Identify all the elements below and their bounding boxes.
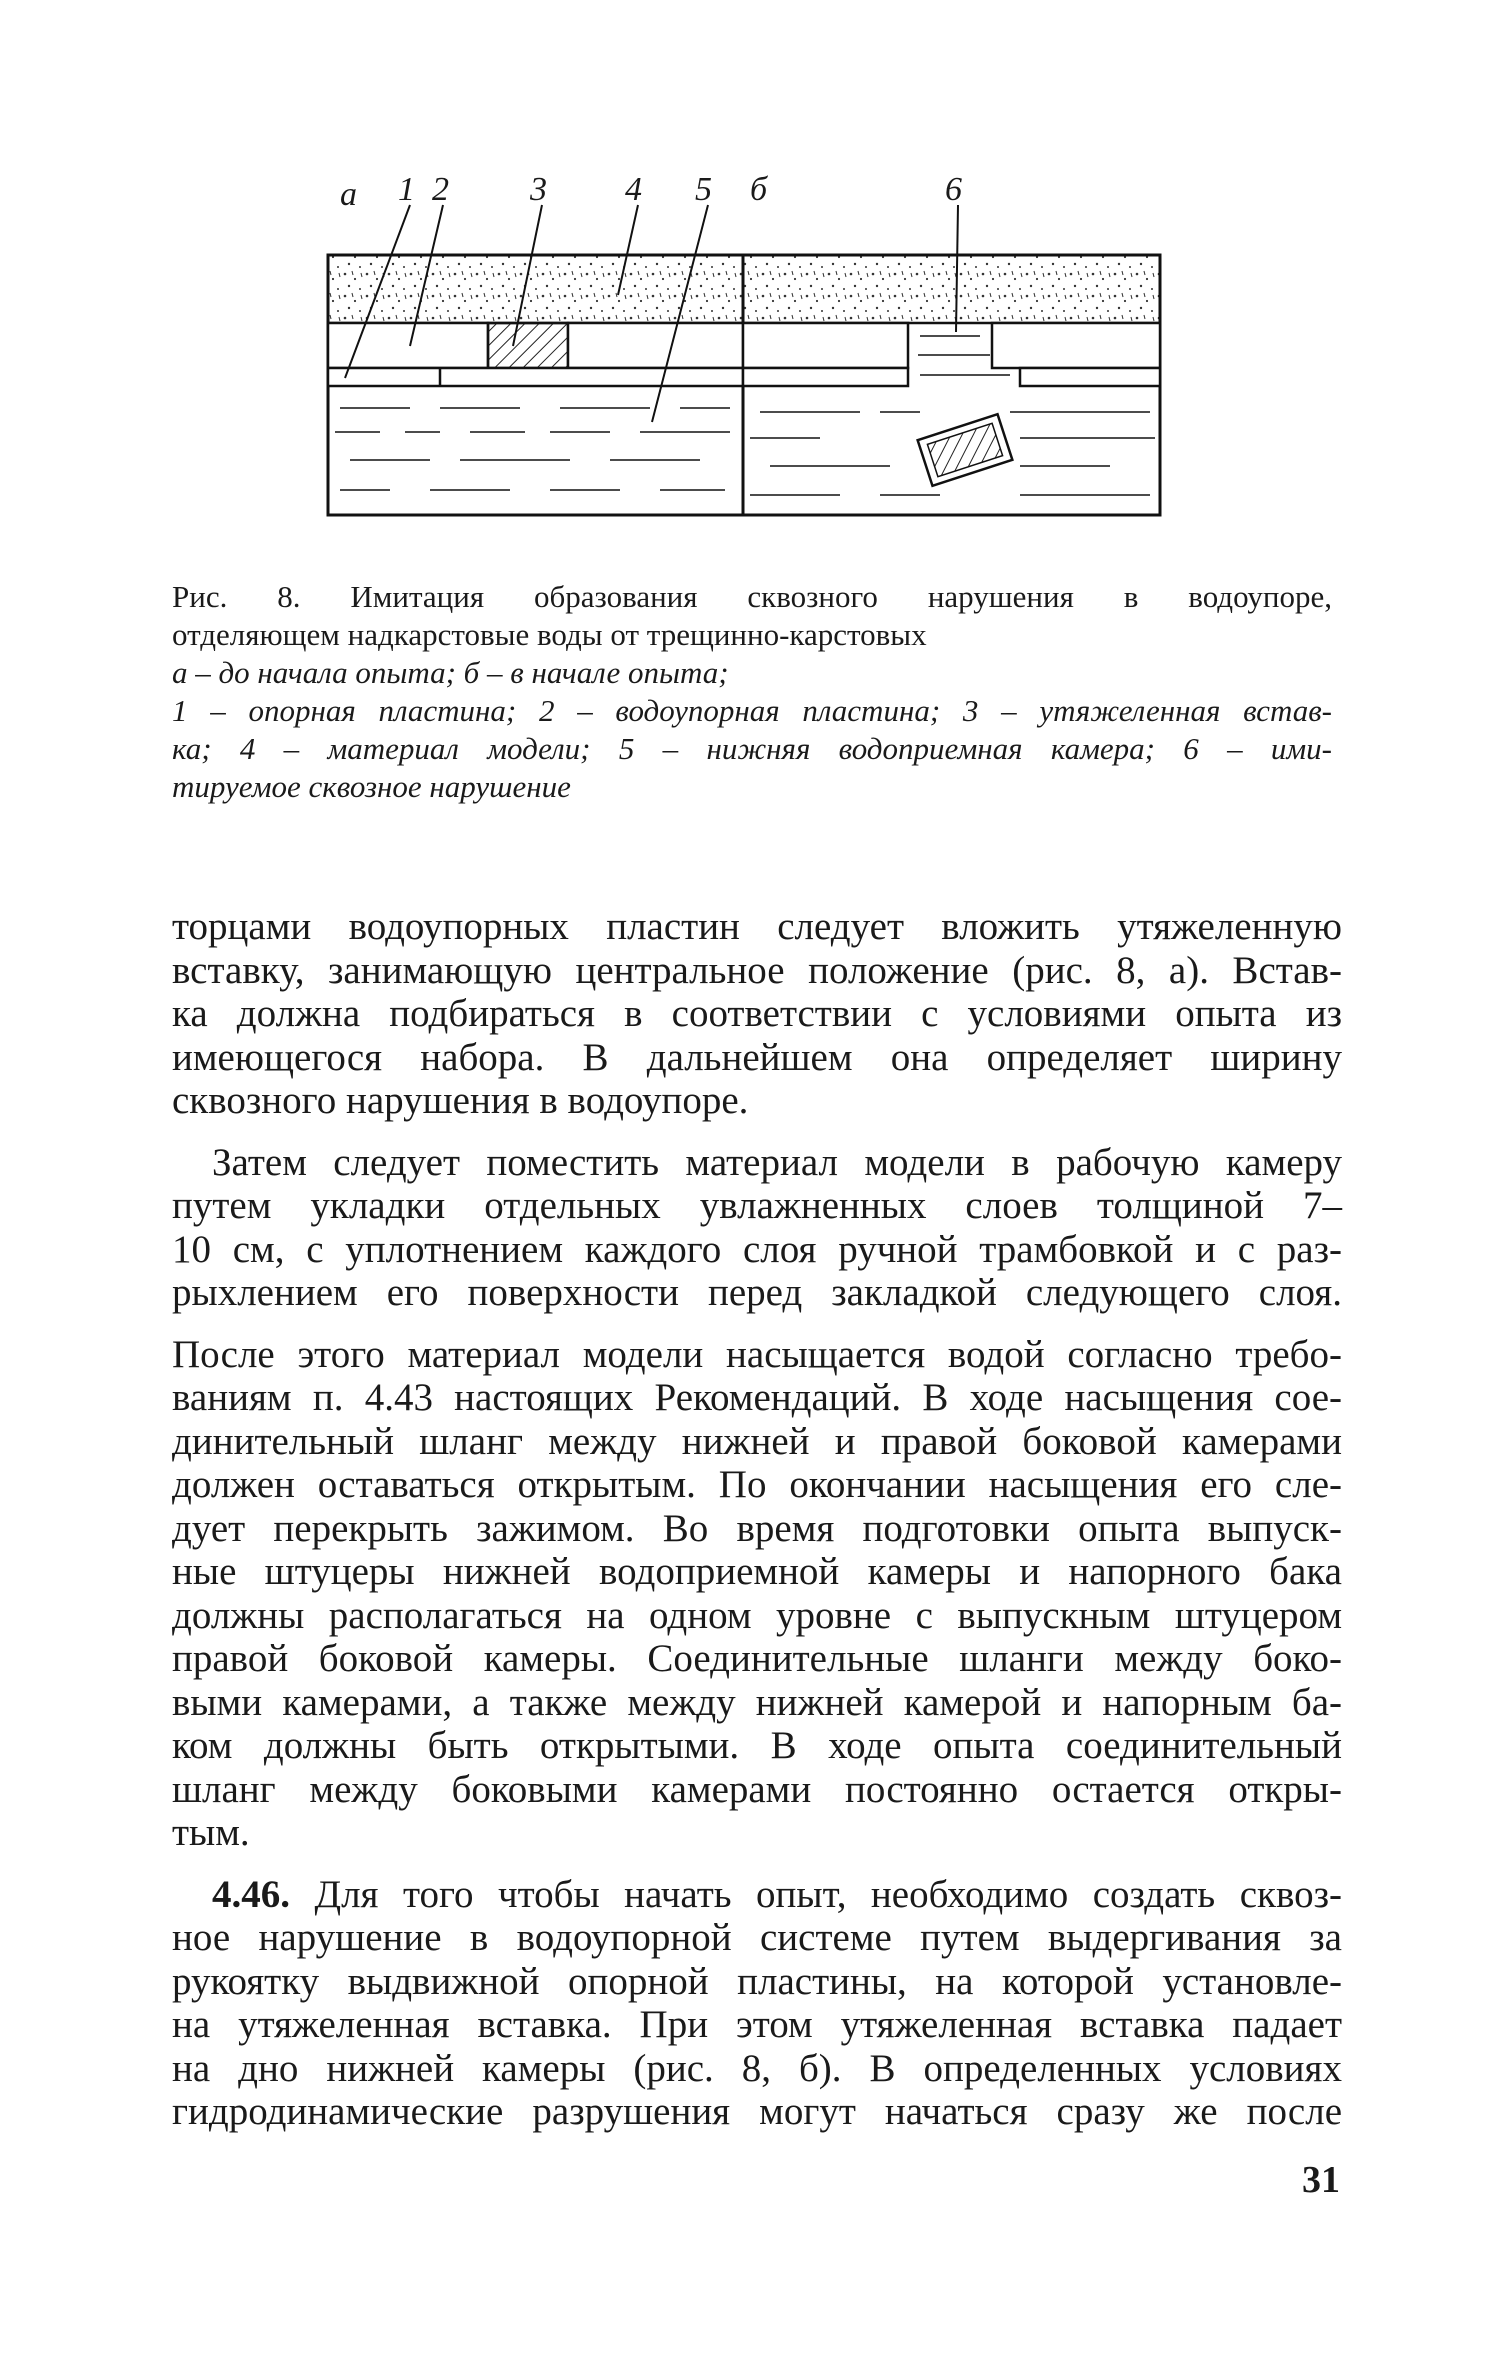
caption-legend-line-3: тируемое сквозное нарушение: [172, 769, 571, 804]
weighted-insert: [488, 323, 568, 368]
plate-right-b: [992, 323, 1160, 368]
label-3: 3: [530, 171, 547, 208]
label-b: б: [750, 171, 768, 208]
text-line: на дно нижней камеры (рис. 8, б). В определенных условиях: [172, 2046, 1342, 2090]
text-line: должен оставаться открытым. По окончании насыщения его сле-: [172, 1463, 1342, 1506]
caption-legend-line-1: 1 – опорная пластина; 2 – водоупорная пластина; 3 – утяжеленная встав-: [172, 693, 1332, 728]
paragraph-2: [172, 1141, 1342, 1315]
text-line: тым.: [172, 1811, 250, 1854]
text-line: имеющегося набора. В дальнейшем она определяет ширину: [172, 1035, 1342, 1079]
text-line: гидродинамические разрушения могут начаться сразу же после: [172, 2090, 1342, 2133]
text-line: торцами водоупорных пластин следует вложить утяжеленную: [172, 905, 1342, 948]
paragraph-3: [172, 1333, 1342, 1855]
figure-8: [320, 160, 1170, 550]
body-text: [172, 905, 1342, 2134]
section-number: 4.46.: [212, 1872, 290, 1916]
text-line: рыхлением его поверхности перед закладкой следующего слоя.: [172, 1271, 1342, 1314]
experiment-diagram: [320, 160, 1170, 550]
text-line: ные штуцеры нижней водоприемной камеры и напорного бака: [172, 1550, 1342, 1593]
text-line: путем укладки отдельных увлажненных слоев толщиной 7–: [172, 1184, 1342, 1227]
waterproof-plate-right: [568, 323, 743, 368]
text-line: шланг между боковыми камерами постоянно остается откры-: [172, 1767, 1342, 1811]
label-2: 2: [432, 171, 449, 208]
caption-legend-line-2: ка; 4 – материал модели; 5 – нижняя водоприемная камера; 6 – ими-: [172, 731, 1332, 766]
caption-title-line-1: Рис. 8. Имитация образования сквозного нарушения в водоупоре,: [172, 579, 1332, 614]
text-line: правой боковой камеры. Соединительные шланги между боко-: [172, 1637, 1342, 1680]
text-line: должны располагаться на одном уровне с выпускным штуцером: [172, 1593, 1342, 1637]
label-1: 1: [398, 171, 415, 208]
text-line: динительный шланг между нижней и правой боковой камерами: [172, 1419, 1342, 1463]
text-line: дует перекрыть зажимом. Во время подготовки опыта выпуск-: [172, 1506, 1342, 1550]
text-line: ное нарушение в водоупорной системе путем выдергивания за: [172, 1916, 1342, 1959]
water-lines-left: [335, 408, 730, 490]
text-line: После этого материал модели насыщается водой согласно требо-: [172, 1332, 1342, 1376]
fallen-weighted-insert: [918, 414, 1013, 486]
figure-caption: [172, 578, 1332, 806]
paragraph-4: [172, 1873, 1342, 2134]
text-line: вставку, занимающую центральное положение (рис. 8, а). Встав-: [172, 948, 1342, 992]
text-line: ком должны быть открытыми. В ходе опыта соединительный: [172, 1724, 1342, 1767]
text-line: 10 см, с уплотнением каждого слоя ручной трамбовкой и с раз-: [172, 1227, 1342, 1271]
page-number: 31: [1302, 2159, 1340, 2201]
text-line: выми камерами, а также между нижней камерой и напорным ба-: [172, 1680, 1342, 1724]
text-line-first: [172, 1873, 1342, 1917]
plate-left-b: [743, 323, 908, 368]
text-line: ваниям п. 4.43 настоящих Рекомендаций. В ходе насыщения сое-: [172, 1376, 1342, 1419]
text-line: рукоятку выдвижной опорной пластины, на которой установле-: [172, 1959, 1342, 2003]
label-4: 4: [625, 171, 642, 208]
label-6: 6: [945, 171, 962, 208]
text-line: Затем следует поместить материал модели в рабочую камеру: [212, 1140, 1342, 1184]
label-a: а: [340, 176, 357, 213]
first-line-text: Для того чтобы начать опыт, необходимо создать сквоз-: [290, 1872, 1342, 1916]
label-5: 5: [695, 171, 712, 208]
text-line: ка должна подбираться в соответствии с условиями опыта из: [172, 992, 1342, 1035]
caption-title-line-2: отделяющем надкарстовые воды от трещинно-карстовых: [172, 617, 927, 652]
text-line: сквозного нарушения в водоупоре.: [172, 1079, 749, 1122]
text-line: на утяжеленная вставка. При этом утяжеленная вставка падает: [172, 2003, 1342, 2046]
paragraph-1: [172, 905, 1342, 1123]
caption-parts: а – до начала опыта; б – в начале опыта;: [172, 655, 729, 690]
support-plate: [328, 368, 743, 386]
